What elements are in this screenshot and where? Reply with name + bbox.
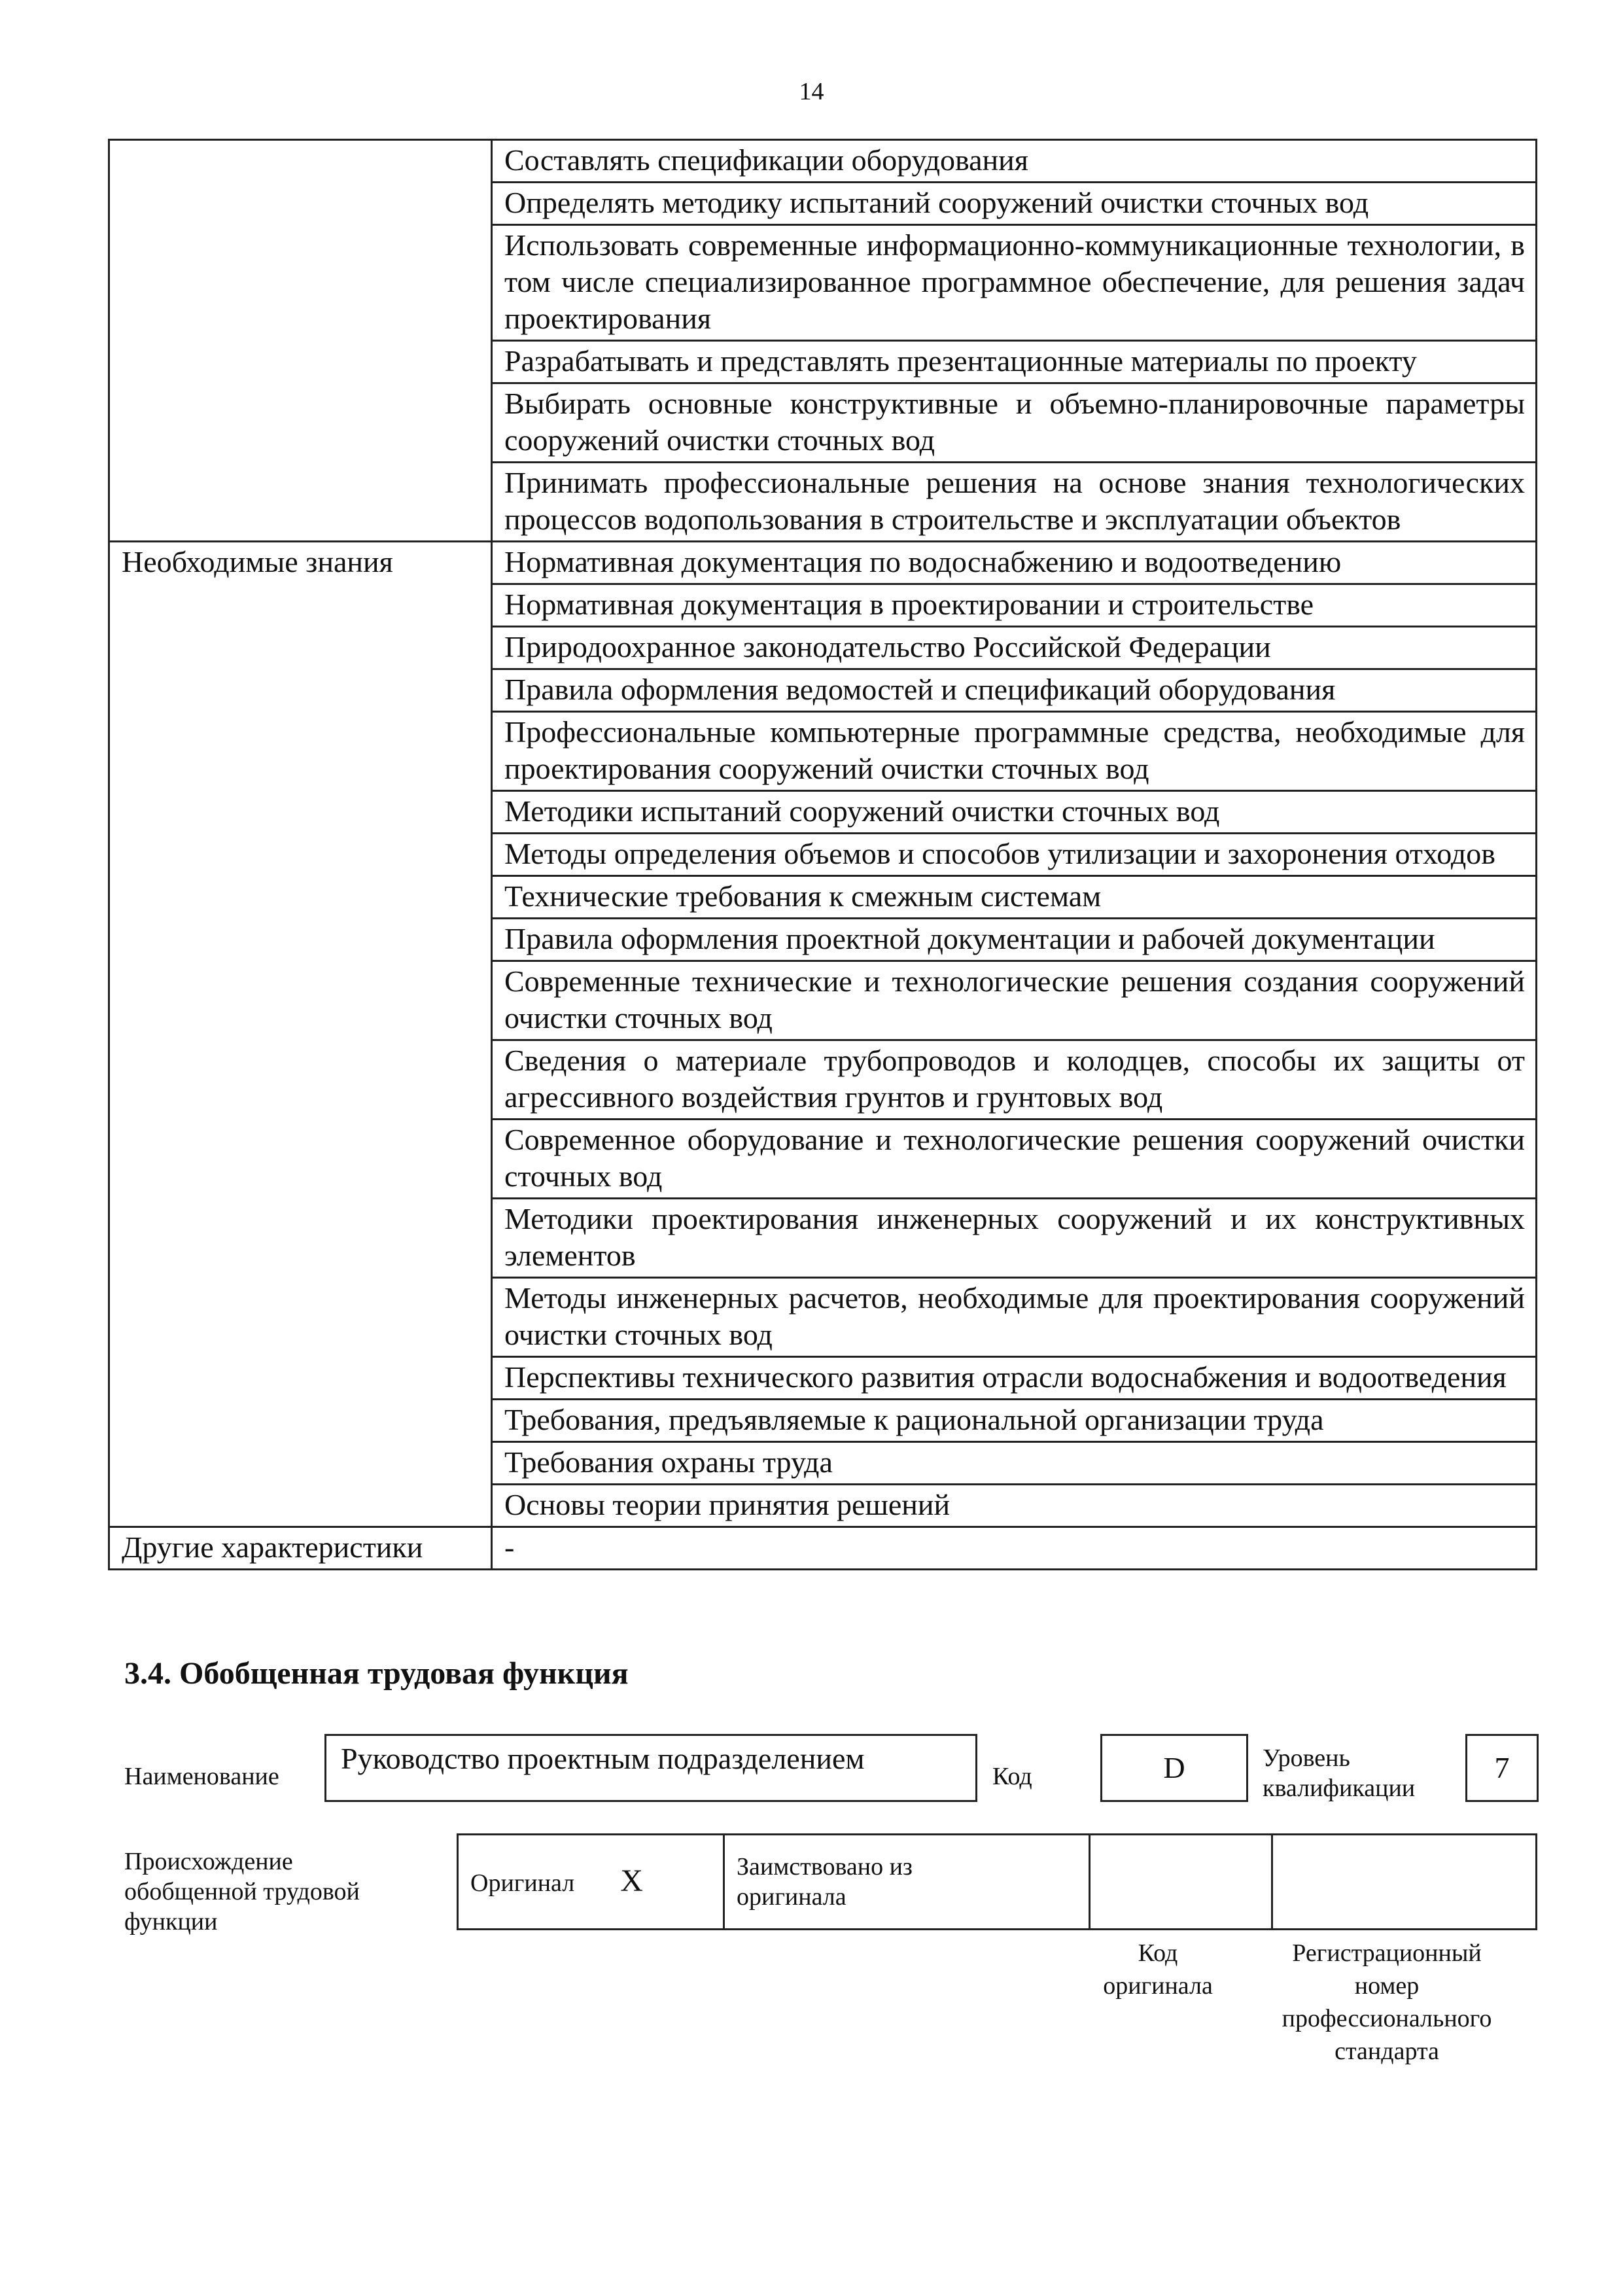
code-field — [1100, 1734, 1248, 1802]
row-text: Природоохранное законодательство Российской Федерации — [492, 627, 1537, 669]
borrowed-label-line-1: Заимствовано из — [737, 1853, 913, 1881]
skills-knowledge-table — [108, 139, 1537, 1570]
origin-table — [457, 1833, 1537, 1930]
row-group-label: Необходимые знания — [109, 542, 492, 1527]
section-title: 3.4. Обобщенная трудовая функция — [124, 1656, 629, 1691]
row-text: Современные технические и технологические решения создания сооружений очистки сточных вод — [492, 961, 1537, 1040]
row-text: Нормативная документация в проектировании и строительстве — [492, 584, 1537, 627]
table-row — [109, 1527, 1537, 1570]
caption-code-line-2: оригинала — [1103, 1972, 1213, 2000]
row-text: - — [492, 1527, 1537, 1570]
origin-label-line-2: обобщенной трудовой — [124, 1878, 360, 1905]
caption-original-code — [1073, 1937, 1243, 2002]
row-text: Выбирать основные конструктивные и объемно-планировочные параметры сооружений очистки сточных вод — [492, 383, 1537, 463]
function-name-value: Руководство проектным подразделением — [341, 1742, 865, 1775]
row-text: Методики проектирования инженерных сооружений и их конструктивных элементов — [492, 1199, 1537, 1278]
borrowed-label-line-2: оригинала — [737, 1883, 846, 1911]
row-text: Основы теории принятия решений — [492, 1485, 1537, 1527]
origin-label — [124, 1846, 360, 1937]
code-value: D — [1163, 1751, 1185, 1784]
row-text: Методики испытаний сооружений очистки сточных вод — [492, 791, 1537, 834]
level-label-line-1: Уровень — [1263, 1744, 1350, 1772]
function-name-field — [324, 1734, 977, 1802]
row-text: Разрабатывать и представлять презентационные материалы по проекту — [492, 341, 1537, 383]
row-text: Перспективы технического развития отрасли водоснабжения и водоотведения — [492, 1357, 1537, 1400]
row-text: Профессиональные компьютерные программные средства, необходимые для проектирования сооружений очистки сточных вод — [492, 712, 1537, 791]
name-label: Наименование — [124, 1763, 279, 1790]
caption-reg-line-4: стандарта — [1335, 2038, 1439, 2065]
caption-code-line-1: Код — [1138, 1939, 1178, 1967]
registration-number-cell — [1272, 1835, 1537, 1930]
row-text: Требования, предъявляемые к рациональной организации труда — [492, 1400, 1537, 1442]
row-text: Принимать профессиональные решения на основе знания технологических процессов водопользования в строительстве и эксплуатации объектов — [492, 463, 1537, 542]
row-group-label: Другие характеристики — [109, 1527, 492, 1570]
code-label: Код — [992, 1763, 1032, 1790]
row-text: Нормативная документация по водоснабжению и водоотведению — [492, 542, 1537, 584]
original-code-cell — [1090, 1835, 1272, 1930]
row-text: Современное оборудование и технологические решения сооружений очистки сточных вод — [492, 1120, 1537, 1199]
row-text: Требования охраны труда — [492, 1442, 1537, 1485]
caption-reg-line-3: профессионального — [1282, 2005, 1492, 2032]
original-cell — [458, 1835, 724, 1930]
page-number: 14 — [799, 78, 824, 105]
row-text: Использовать современные информационно-коммуникационные технологии, в том числе специализированное программное обеспечение, для решения задач проектирования — [492, 225, 1537, 341]
level-label — [1263, 1743, 1415, 1803]
row-text: Сведения о материале трубопроводов и колодцев, способы их защиты от агрессивного воздействия грунтов и грунтовых вод — [492, 1040, 1537, 1120]
row-text: Технические требования к смежным системам — [492, 876, 1537, 919]
row-text: Правила оформления ведомостей и спецификаций оборудования — [492, 669, 1537, 712]
origin-label-line-1: Происхождение — [124, 1848, 293, 1875]
row-text: Правила оформления проектной документации и рабочей документации — [492, 919, 1537, 961]
original-label: Оригинал — [470, 1869, 575, 1897]
row-text: Составлять спецификации оборудования — [492, 140, 1537, 183]
origin-label-line-3: функции — [124, 1908, 218, 1935]
table-row — [109, 542, 1537, 584]
caption-registration-number — [1243, 1937, 1531, 2068]
level-value: 7 — [1494, 1751, 1510, 1784]
borrowed-cell — [724, 1835, 1090, 1930]
level-field — [1465, 1734, 1539, 1802]
row-text: Методы инженерных расчетов, необходимые для проектирования сооружений очистки сточных вод — [492, 1278, 1537, 1357]
level-label-line-2: квалификации — [1263, 1775, 1416, 1802]
caption-reg-line-2: номер — [1354, 1972, 1420, 2000]
row-group-label — [109, 140, 492, 542]
row-text: Определять методику испытаний сооружений очистки сточных вод — [492, 183, 1537, 225]
original-mark: X — [620, 1863, 643, 1898]
row-text: Методы определения объемов и способов утилизации и захоронения отходов — [492, 834, 1537, 876]
caption-reg-line-1: Регистрационный — [1292, 1939, 1482, 1967]
table-row — [109, 140, 1537, 183]
